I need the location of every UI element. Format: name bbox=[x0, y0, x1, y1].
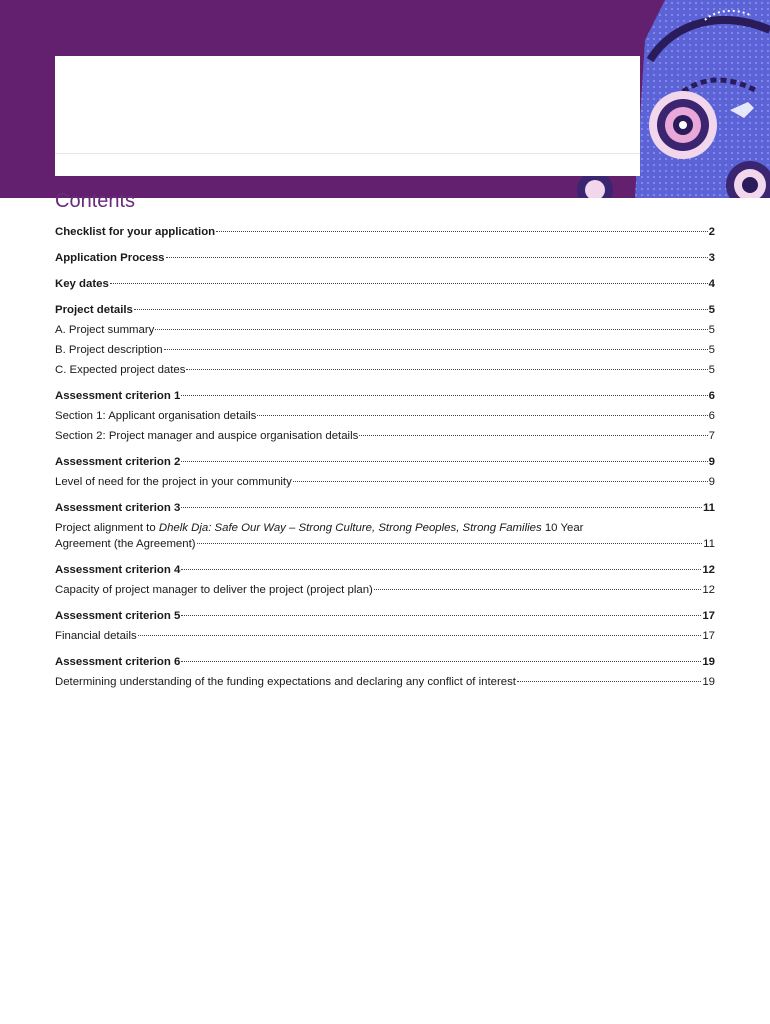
toc-leader bbox=[216, 231, 708, 232]
toc-entry-label: Section 2: Project manager and auspice organisation details bbox=[55, 430, 359, 442]
toc-entry-label: Key dates bbox=[55, 278, 109, 290]
toc-page-number: 2 bbox=[708, 226, 715, 238]
toc-entry[interactable] bbox=[55, 250, 715, 266]
toc-entry[interactable] bbox=[55, 608, 715, 624]
toc-entry[interactable] bbox=[55, 302, 715, 318]
toc-leader bbox=[155, 329, 707, 330]
toc-entry[interactable] bbox=[55, 628, 715, 644]
toc-entry[interactable] bbox=[55, 322, 715, 338]
toc-entry-label-line2: Agreement (the Agreement) bbox=[55, 538, 196, 550]
toc-entry-label: B. Project description bbox=[55, 344, 163, 356]
title-divider bbox=[55, 153, 640, 154]
toc-page-number: 6 bbox=[708, 410, 715, 422]
toc-page-number: 9 bbox=[708, 476, 715, 488]
toc-entry-label: Level of need for the project in your community bbox=[55, 476, 292, 488]
toc-leader bbox=[181, 395, 707, 396]
toc-leader bbox=[138, 635, 702, 636]
toc-entry-label: Assessment criterion 1 bbox=[55, 390, 181, 402]
toc-page-number: 6 bbox=[708, 390, 715, 402]
toc-entry[interactable] bbox=[55, 674, 715, 690]
toc-leader bbox=[134, 309, 708, 310]
toc-entry[interactable] bbox=[55, 224, 715, 240]
toc-leader bbox=[110, 283, 708, 284]
toc-entry-label: Section 1: Applicant organisation details bbox=[55, 410, 257, 422]
toc-entry-label: Capacity of project manager to deliver the project (project plan) bbox=[55, 584, 373, 596]
toc-page-number: 12 bbox=[702, 584, 715, 596]
toc-page-number: 5 bbox=[708, 344, 715, 356]
toc-entry-label: Assessment criterion 4 bbox=[55, 564, 181, 576]
toc-page-number: 17 bbox=[702, 630, 715, 642]
toc-page-number: 19 bbox=[702, 676, 715, 688]
toc-entry[interactable] bbox=[55, 520, 715, 552]
toc-entry-label-italic: Dhelk Dja: Safe Our Way – Strong Culture, Strong Peoples, Strong Families bbox=[158, 522, 542, 534]
toc-entry[interactable] bbox=[55, 428, 715, 444]
toc-entry-label: C. Expected project dates bbox=[55, 364, 186, 376]
title-box bbox=[55, 56, 640, 176]
header-banner bbox=[0, 0, 770, 198]
toc-entry-label: Assessment criterion 2 bbox=[55, 456, 181, 468]
toc-entry[interactable] bbox=[55, 500, 715, 516]
toc-entry[interactable] bbox=[55, 474, 715, 490]
contents-heading: Contents bbox=[55, 190, 136, 212]
toc-entry-label: Assessment criterion 5 bbox=[55, 610, 181, 622]
toc-leader bbox=[517, 681, 701, 682]
toc-page-number: 3 bbox=[708, 252, 715, 264]
toc-entry[interactable] bbox=[55, 276, 715, 292]
toc-leader bbox=[374, 589, 701, 590]
toc-page-number: 19 bbox=[702, 656, 715, 668]
toc-entry[interactable] bbox=[55, 582, 715, 598]
toc-page-number: 17 bbox=[702, 610, 715, 622]
toc-entry-label: Assessment criterion 6 bbox=[55, 656, 181, 668]
toc-leader bbox=[181, 461, 707, 462]
toc-entry-label: Assessment criterion 3 bbox=[55, 502, 181, 514]
toc-leader bbox=[181, 661, 701, 662]
toc-entry-label: Project details bbox=[55, 304, 133, 316]
toc-page-number: 9 bbox=[708, 456, 715, 468]
toc-leader bbox=[257, 415, 707, 416]
toc-entry-label: A. Project summary bbox=[55, 324, 155, 336]
toc-page-number: 7 bbox=[708, 430, 715, 442]
toc-entry-label: Project alignment to bbox=[55, 522, 159, 534]
toc-entry[interactable] bbox=[55, 562, 715, 578]
toc-entry-label: Determining understanding of the funding expectations and declaring any conflict of interest bbox=[55, 676, 516, 688]
toc-page-number: 4 bbox=[708, 278, 715, 290]
toc-entry-label: Financial details bbox=[55, 630, 137, 642]
toc-leader bbox=[186, 369, 707, 370]
toc-page-number: 12 bbox=[702, 564, 715, 576]
toc-page-number: 11 bbox=[703, 538, 715, 550]
toc-entry[interactable] bbox=[55, 408, 715, 424]
toc-entry[interactable] bbox=[55, 454, 715, 470]
toc-leader bbox=[197, 543, 703, 544]
toc-leader bbox=[181, 569, 701, 570]
table-of-contents bbox=[55, 224, 715, 694]
toc-leader bbox=[164, 349, 708, 350]
toc-entry[interactable] bbox=[55, 342, 715, 358]
toc-entry[interactable] bbox=[55, 654, 715, 670]
toc-leader bbox=[359, 435, 707, 436]
toc-leader bbox=[181, 507, 702, 508]
toc-entry-label-suffix: 10 Year bbox=[541, 522, 584, 534]
toc-page-number: 5 bbox=[708, 324, 715, 336]
toc-page-number: 5 bbox=[708, 364, 715, 376]
toc-leader bbox=[181, 615, 701, 616]
toc-entry-label: Checklist for your application bbox=[55, 226, 216, 238]
toc-leader bbox=[293, 481, 708, 482]
toc-leader bbox=[166, 257, 708, 258]
toc-entry-label: Application Process bbox=[55, 252, 165, 264]
toc-page-number: 5 bbox=[708, 304, 715, 316]
toc-entry[interactable] bbox=[55, 388, 715, 404]
toc-page-number: 11 bbox=[702, 502, 715, 514]
toc-entry[interactable] bbox=[55, 362, 715, 378]
